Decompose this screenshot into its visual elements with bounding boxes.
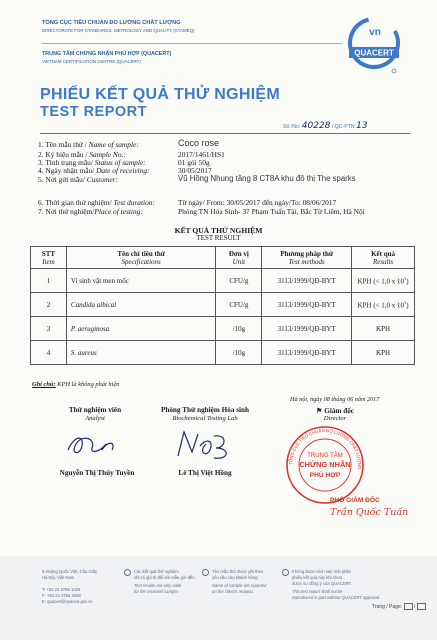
svg-text:CHỨNG NHẬN: CHỨNG NHẬN (299, 460, 351, 469)
svg-text:TỔNG CỤC TIÊU CHUẨN ĐO LƯỜNG C: TỔNG CỤC TIÊU CHUẨN ĐO LƯỜNG CHẤT LƯỢNG (287, 427, 363, 470)
test-report-page: TỔNG CỤC TIÊU CHUẨN ĐO LƯỜNG CHẤT LƯỢNG DIRECTORATE FOR STANDARDS, METROLOGY AND QUALITY (STAMEQ) TRUNG TÂM CHỨNG NHẬN PHÙ HỢP (QUACERT) VIETNAM CERTIFICATION CENTRE (QUACERT) vn QUACERT PHIẾU KẾT QUẢ THỬ NGHIỆM TEST REPORT Số /No: 40228 / QC-PTN 13 1. Tên mẫu thử / Name of sample: Coco rose 2. Ký hiệu mẫu / Sample No.: 2017/1461/HS1 3. Tình trạng mẫu/ Status of sample: 01 gói 50g 4. Ngày nhận mẫu/ Date of receiving: 30/05/2017 5. Nơi gửi mẫu/ Customer: Vũ Hồng Nhung tầng 8 CT8A khu đô thị The sparks 6. Thời gian thử nghiệm/ Test duration: Từ ngày/ From: 30/05/2017 đến ngày/To: 08/06/2017 7. Nơi thử nghiệm/Place of testing: Phòng TN Hóa Sinh- 37 Phạm Tuấn Tài, Bắc Từ Liêm, Hà Nội KẾT QUẢ THỬ NGHIỆM TEST RESULT STT Item Tên chỉ tiêu thử Specifications Đơn vị Unit Phương pháp thử Test methods Kết quả Results 1 Vi sinh vật men mốc CFU/g 3113/1999/QĐ-BYT KPH (< 1,0 x $10^1$) 2 Candida albical CFU/g 3113/1999/QĐ-BYT KPH (< 1,0 x $10^1$) 3 P. aeruginosa /10g 3113/1999/QĐ-BYT KPH 4 S. aureus /10g 3113/1999/QĐ-BYT KPH Ghi chú: KPH là không phát hiện Hà nội, ngày 08 tháng 06 năm 2017 Thử nghiệm viên Analyst Nguyễn Thị Thúy Tuyền Phòng Thử nghiệm Hóa sinh Biochemical Testing Lab Lê Thị Việt Hồng ⚑ Giám đốc Director TỔNG CỤC TIÊU CHUẨN ĐO LƯỜNG CHẤT LƯỢNG TRUNG TÂM CHỨNG NHẬN PHÙ HỢP PHÓ GIÁM ĐỐC Trần Quốc Tuấn 8 Hoàng Quốc Việt, Cầu Giấy Hà Nội, Việt Nam T: +84 24 3756 1025 F: +84 24 3756 3188 E: quacert@quacert.gov.vn Các kết quả thử nghiệm chỉ có giá trị đối với mẫu gửi đến. Test results are only valid for the received sample. Tên mẫu thử được ghi theo yêu cầu của khách hàng. Name of sample are reported on the client's request. Không được trích sao một phần phiếu kết quả này khi chưa được sự đồng ý của QUACERT. This test report shall not be reproduced in part without QUACERT approval. Trang / Page: / (0, 0, 437, 640)
logo-text: QUACERT (354, 48, 394, 58)
table-row: 1 Vi sinh vật men mốc CFU/g 3113/1999/QĐ-BYT KPH (< 1,0 x $10^1$) (31, 269, 415, 293)
note-text: KPH là không phát hiện (57, 381, 120, 388)
issue-date: Hà nội, ngày 08 tháng 06 năm 2017 (290, 396, 380, 403)
analyst-name: Nguyễn Thị Thúy Tuyền (59, 469, 135, 477)
svg-text:PHÙ HỢP: PHÙ HỢP (309, 472, 341, 479)
lab-head-name: Lê Thị Việt Hồng (178, 469, 232, 477)
page-indicator: Trang / Page: / (372, 603, 426, 610)
date-receiving-value: 30/05/2017 (178, 166, 212, 175)
warning-icon (282, 569, 289, 576)
results-title-en: TEST RESULT (196, 234, 241, 242)
results-title-vi: KẾT QUẢ THỬ NGHIỆM (174, 226, 263, 235)
analyst-title-en: Analyst (85, 415, 105, 422)
org2-name-en: VIETNAM CERTIFICATION CENTRE (QUACERT) (42, 59, 141, 64)
org1-name-vi: TỔNG CỤC TIÊU CHUẨN ĐO LƯỜNG CHẤT LƯỢNG (42, 20, 181, 26)
place-value: Phòng TN Hóa Sinh- 37 Phạm Tuấn Tài, Bắc Từ Liêm, Hà Nội (178, 207, 365, 216)
info-icon (202, 569, 209, 576)
footer-address: 8 Hoàng Quốc Việt, Cầu Giấy Hà Nội, Việt Nam T: +84 24 3756 1025 F: +84 24 3756 3188 E: quacert@quacert.gov.vn (42, 569, 98, 604)
header-unit: Đơn vị Unit (216, 247, 262, 269)
table-row: 3 P. aeruginosa /10g 3113/1999/QĐ-BYT KPH (31, 317, 415, 341)
deputy-director-title: PHÓ GIÁM ĐỐC (330, 497, 380, 504)
header-method: Phương pháp thử Test methods (262, 247, 352, 269)
org2-name-vi: TRUNG TÂM CHỨNG NHẬN PHÙ HỢP (QUACERT) (42, 51, 172, 57)
lab-signature (170, 426, 240, 462)
results-header-row (31, 247, 415, 269)
org1-name-en: DIRECTORATE FOR STANDARDS, METROLOGY AND QUALITY (STAMEQ) (42, 28, 195, 33)
analyst-title: Thử nghiệm viên (68, 406, 122, 414)
header-spec: Tên chỉ tiêu thử Specifications (66, 247, 216, 269)
header-result: Kết quả Results (352, 247, 415, 269)
sample-no-value: 2017/1461/HS1 (178, 150, 225, 159)
duration-value: Từ ngày/ From: 30/05/2017 đến ngày/To: 08/06/2017 (178, 198, 337, 207)
report-number-tail: 13 (356, 121, 368, 131)
analyst-signature (62, 428, 122, 462)
customer-value: Vũ Hồng Nhung tầng 8 CT8A khu đô thị The sparks (178, 174, 356, 183)
results-table (30, 246, 415, 365)
table-row: 2 Candida albical CFU/g 3113/1999/QĐ-BYT KPH (< 1,0 x $10^1$) (31, 293, 415, 317)
note-label: Ghi chú: (32, 381, 56, 388)
info-icon (124, 569, 131, 576)
report-number-suffix: / QC-PTN (331, 124, 355, 130)
director-title-en: Director (323, 415, 347, 422)
status-value: 01 gói 50g (178, 158, 210, 167)
logo-letters: vn (369, 27, 381, 38)
director-title: ⚑ Giám đốc (316, 407, 354, 415)
quacert-logo (345, 13, 403, 85)
header-divider (42, 43, 342, 44)
footer-note-1: Các kết quả thử nghiệm chỉ có giá trị đối với mẫu gửi đến. Test results are only valid for the received sample. (134, 569, 196, 594)
table-row: 4 S. aureus /10g 3113/1999/QĐ-BYT KPH (31, 341, 415, 365)
footer-note-2: Tên mẫu thử được ghi theo yêu cầu của khách hàng. Name of sample are reported on the client's request. (212, 569, 267, 594)
lab-title-en: Biochemical Testing Lab (172, 415, 238, 422)
header-item: STT Item (31, 247, 67, 269)
official-stamp-icon (284, 424, 366, 506)
deputy-director-name: Trần Quốc Tuấn (330, 507, 409, 518)
report-title-vi: PHIẾU KẾT QUẢ THỬ NGHIỆM (40, 86, 281, 103)
report-number-label: Số /No: (283, 124, 301, 130)
report-number-value: 40228 (301, 121, 331, 131)
sample-name-value: Coco rose (178, 138, 220, 148)
lab-title: Phòng Thử nghiệm Hóa sinh (160, 406, 250, 414)
note (32, 381, 119, 388)
footer-note-3: Không được trích sao một phần phiếu kết quả này khi chưa được sự đồng ý của QUACERT. This test report shall not be reproduced in part without QUACERT approval. (292, 569, 381, 600)
svg-text:TRUNG TÂM: TRUNG TÂM (307, 453, 343, 459)
report-title-en: TEST REPORT (40, 104, 148, 120)
report-number (283, 121, 368, 131)
